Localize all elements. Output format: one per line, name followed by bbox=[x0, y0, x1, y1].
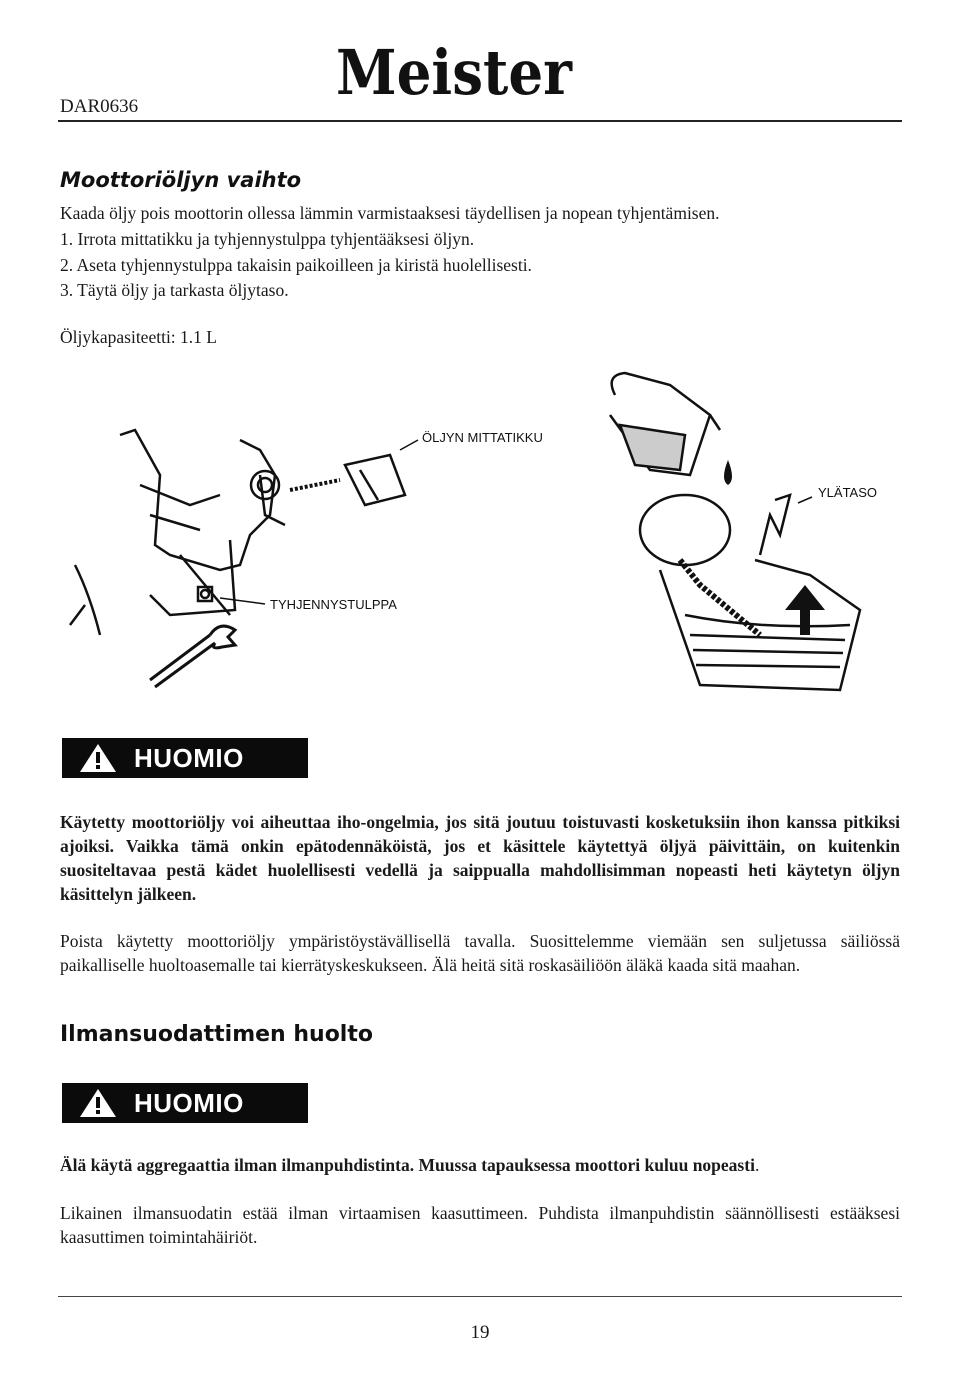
oil-disposal-text: Poista käytetty moottoriöljy ympäristöystävällisellä tavalla. Suosittelemme viemään sen suljetussa säiliössä paikalliselle huoltoasemalle tai kierrätyskeskukseen. Älä heitä sitä roskasäiliöön äläkä kaada sitä maahan. bbox=[60, 931, 900, 975]
air-filter-warning bbox=[60, 1153, 900, 1177]
header-divider bbox=[58, 120, 902, 122]
label-drain-plug: TYHJENNYSTULPPA bbox=[270, 597, 397, 612]
step-2: 2. Aseta tyhjennystulppa takaisin paikoilleen ja kiristä huolellisesti. bbox=[60, 255, 532, 275]
air-filter-warning-end: . bbox=[754, 1155, 760, 1175]
oil-filler-illustration bbox=[640, 495, 860, 690]
oil-drop-icon bbox=[724, 460, 732, 485]
warning-banner bbox=[62, 1083, 308, 1123]
warning-triangle-icon bbox=[78, 742, 118, 774]
document-code: DAR0636 bbox=[60, 96, 139, 117]
intro-text: Kaada öljy pois moottorin ollessa lämmin varmistaaksesi täydellisen ja nopean tyhjentämisen. bbox=[60, 203, 720, 223]
warning-label: HUOMIO bbox=[134, 743, 244, 773]
footer-divider bbox=[58, 1296, 902, 1297]
page-number: 19 bbox=[470, 1322, 490, 1343]
air-filter-body: Likainen ilmansuodatin estää ilman virtaamisen kaasuttimeen. Puhdista ilmanpuhdistin säännöllisesti estääksesi kaasuttimen toimintahäiriöt. bbox=[60, 1203, 900, 1247]
label-upper-level: YLÄTASO bbox=[818, 485, 878, 500]
used-oil-warning-text: Käytetty moottoriöljy voi aiheuttaa iho-ongelmia, jos sitä joutuu toistuvasti kosketuksiin ihon kanssa pitkiksi ajoiksi. Vaikka tämä onkin epätodennäköistä, jos et käsittele käytettyä öljyä päivittäin, on kuitenkin suositeltavaa pestä kädet huolellisesti vedellä ja saippualla mahdollisimman nopeasti heti käytetyn öljyn käsittelyn jälkeen. bbox=[60, 812, 900, 904]
oil-jug-illustration bbox=[610, 373, 720, 475]
label-dipstick: ÖLJYN MITTATIKKU bbox=[422, 430, 543, 445]
air-filter-warning-bold: Älä käytä aggregaattia ilman ilmanpuhdistinta. Muussa tapauksessa moottori kuluu nopeasti bbox=[60, 1155, 755, 1175]
step-1: 1. Irrota mittatikku ja tyhjennystulppa tyhjentääksesi öljyn. bbox=[60, 229, 475, 249]
step-3: 3. Täytä öljy ja tarkasta öljytaso. bbox=[60, 280, 289, 300]
section-title-oil-change: Moottoriöljyn vaihto bbox=[60, 168, 302, 192]
brand-logo-text: Meister bbox=[336, 36, 574, 109]
warning-label: HUOMIO bbox=[134, 1088, 244, 1118]
up-arrow-icon bbox=[785, 585, 825, 635]
wrench-illustration bbox=[150, 626, 235, 687]
engine-block-illustration bbox=[70, 430, 285, 635]
warning-triangle-icon bbox=[78, 1087, 118, 1119]
oil-capacity: Öljykapasiteetti: 1.1 L bbox=[60, 327, 217, 347]
oil-change-diagram bbox=[60, 355, 900, 715]
section-title-air-filter: Ilmansuodattimen huolto bbox=[60, 1022, 373, 1047]
warning-banner bbox=[62, 738, 308, 778]
brand-logo bbox=[336, 30, 576, 109]
